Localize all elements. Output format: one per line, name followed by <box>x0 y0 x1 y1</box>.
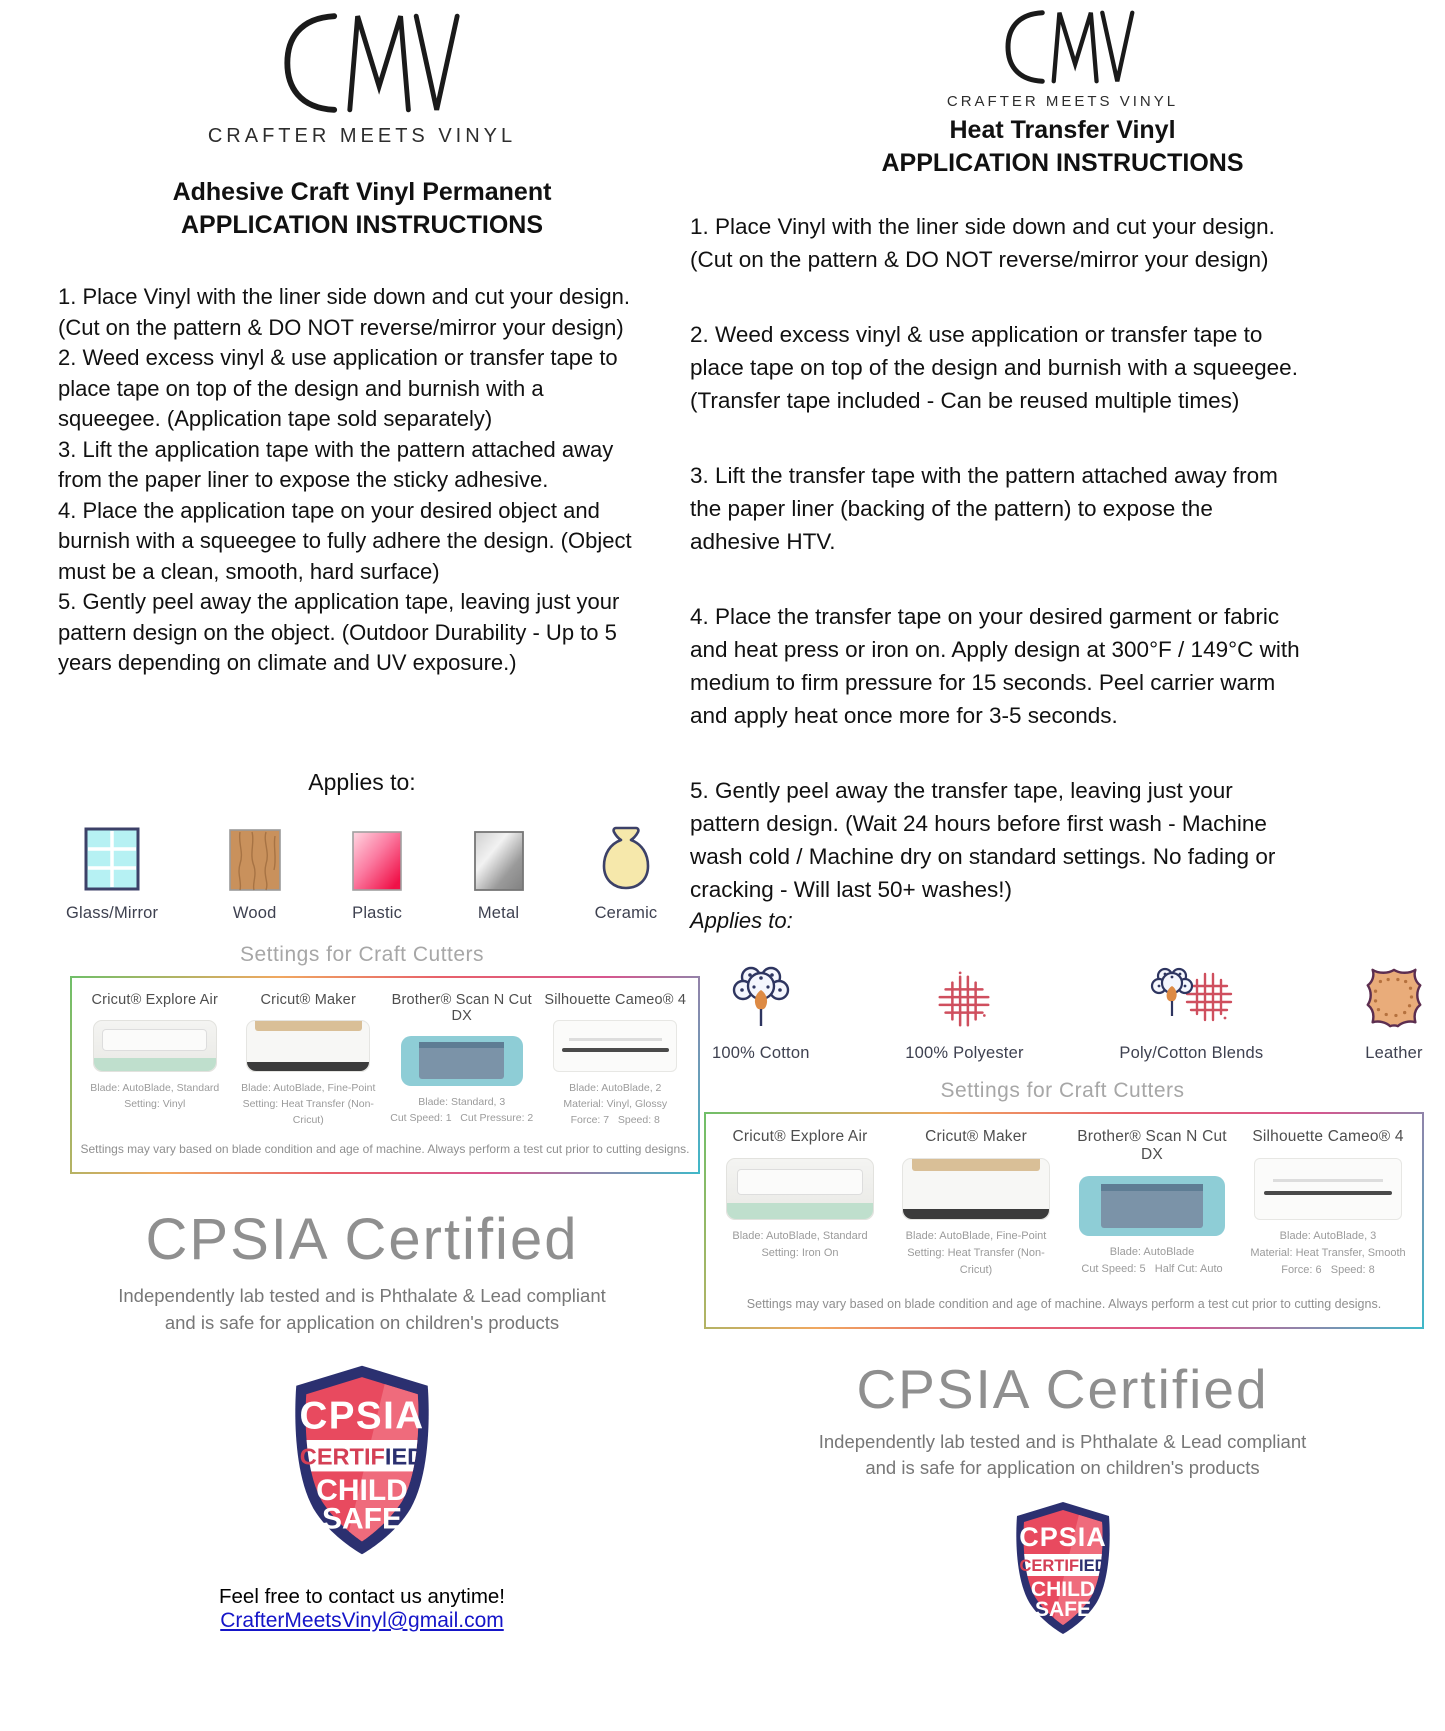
cutter-cricut-explore-air: Cricut® Explore Air Blade: AutoBlade, Standard Setting: Vinyl <box>90 991 220 1110</box>
right-settings-note: Settings may vary based on blade condition and age of machine. Always perform a test cut prior to cutting designs. <box>746 1297 1382 1312</box>
cutter-brother-scan-n-cut: Brother® Scan N Cut DX Blade: AutoBlade Cut Speed: 5 Half Cut: Auto <box>1077 1128 1227 1276</box>
material-metal: Metal <box>473 820 525 923</box>
wood-icon <box>228 820 282 892</box>
glass-mirror-icon <box>66 820 158 892</box>
logo-tagline: CRAFTER MEETS VINYL <box>946 93 1179 110</box>
cricut-maker-image <box>902 1158 1050 1220</box>
right-cpsia-badge <box>690 1498 1435 1643</box>
svg-text:CHILD: CHILD <box>1030 1577 1095 1601</box>
poly-cotton-blend-icon <box>1119 960 1263 1032</box>
left-title-line1: Adhesive Craft Vinyl Permanent <box>172 178 552 206</box>
left-title <box>58 176 666 242</box>
adhesive-vinyl-column <box>58 0 690 1633</box>
htv-column <box>690 0 1435 1643</box>
right-applies-heading: Applies to: <box>690 908 793 933</box>
right-title <box>690 114 1435 180</box>
left-settings-heading: Settings for Craft Cutters <box>239 942 485 966</box>
right-cpsia-subtext: Independently lab tested and is Phthalate & Lead compliant and is safe for application on children's products <box>818 1431 1307 1479</box>
material-ceramic: Ceramic <box>594 820 658 923</box>
cutter-silhouette-cameo: Silhouette Cameo® 4 Blade: AutoBlade, 3 Material: Heat Transfer, Smooth Force: 6 Speed: 8 <box>1250 1128 1406 1277</box>
plastic-icon <box>351 820 403 892</box>
silhouette-cameo-image <box>1254 1158 1402 1220</box>
svg-text:SAFE: SAFE <box>1034 1597 1091 1621</box>
step-5: 5. Gently peel away the application tape, leaving just your pattern design on the object. (Outdoor Durability - Up to 5 years depending on climate and UV exposure.) <box>58 589 620 675</box>
svg-text:CPSIA: CPSIA <box>299 1394 425 1438</box>
svg-text:CERTIFIED: CERTIFIED <box>299 1443 425 1470</box>
cmv-logo-icon <box>260 8 465 118</box>
svg-text:SAFE: SAFE <box>321 1502 403 1536</box>
svg-text:CHILD: CHILD <box>316 1473 408 1507</box>
step-4: 4. Place the transfer tape on your desired garment or fabric and heat press or iron on. Apply design at 300°F / 149°C with medium to firm pressure for 15 seconds. Peel carrier warm and apply heat once more for 3-5 seconds. <box>690 604 1300 728</box>
svg-text:CERTIFIED: CERTIFIED <box>1018 1556 1107 1575</box>
cpsia-shield-icon <box>1003 1498 1123 1638</box>
cutter-cricut-maker: Cricut® Maker Blade: AutoBlade, Fine-Point Setting: Heat Transfer (Non-Cricut) <box>888 1128 1064 1279</box>
right-title-line1: Heat Transfer Vinyl <box>949 116 1176 144</box>
material-plastic: Plastic <box>351 820 403 923</box>
step-1: 1. Place Vinyl with the liner side down and cut your design. (Cut on the pattern & DO NOT reverse/mirror your design) <box>690 214 1275 272</box>
right-cpsia-heading: CPSIA Certified <box>856 1358 1269 1421</box>
material-wood: Wood <box>228 820 282 923</box>
material-polyester: 100% Polyester <box>905 960 1023 1063</box>
left-title-line2: APPLICATION INSTRUCTIONS <box>180 211 544 239</box>
cutter-cricut-maker: Cricut® Maker Blade: AutoBlade, Fine-Point Setting: Heat Transfer (Non-Cricut) <box>241 991 376 1127</box>
material-leather: Leather <box>1359 960 1429 1063</box>
right-title-line2: APPLICATION INSTRUCTIONS <box>881 149 1244 177</box>
step-2: 2. Weed excess vinyl & use application or transfer tape to place tape on top of the design and burnish with a squeegee. (Application tape sold separately) <box>58 345 618 431</box>
step-5: 5. Gently peel away the transfer tape, leaving just your pattern design. (Wait 24 hours before first wash - Machine wash cold / Machine dry on standard settings. No fading or cracking - Will last 50+ washes!) <box>690 778 1276 902</box>
ceramic-vase-icon <box>594 820 658 892</box>
right-settings-heading: Settings for Craft Cutters <box>940 1079 1185 1102</box>
cricut-maker-image <box>246 1020 370 1072</box>
cutter-brother-scan-n-cut: Brother® Scan N Cut DX Blade: Standard, 3 Cut Speed: 1 Cut Pressure: 2 <box>390 991 534 1124</box>
cmv-logo <box>58 8 666 148</box>
cricut-explore-air-image <box>726 1158 874 1220</box>
metal-icon <box>473 820 525 892</box>
cutter-silhouette-cameo: Silhouette Cameo® 4 Blade: AutoBlade, 2 Material: Vinyl, Glossy Force: 7 Speed: 8 <box>544 991 687 1127</box>
logo-tagline: CRAFTER MEETS VINYL <box>207 125 517 147</box>
step-2: 2. Weed excess vinyl & use application or transfer tape to place tape on top of the design and burnish with a squeegee. (Transfer tape included - Can be reused multiple times) <box>690 322 1298 413</box>
contact-text: Feel free to contact us anytime! <box>219 1584 505 1608</box>
left-cpsia-badge <box>58 1360 666 1565</box>
brother-scan-n-cut-image <box>1079 1176 1225 1236</box>
material-glass-mirror: Glass/Mirror <box>66 820 158 923</box>
right-instructions <box>690 210 1308 906</box>
cmv-logo-right <box>690 6 1435 110</box>
cutter-cricut-explore-air: Cricut® Explore Air Blade: AutoBlade, Standard Setting: Iron On <box>712 1128 888 1279</box>
cmv-logo-icon <box>988 6 1138 88</box>
step-3: 3. Lift the transfer tape with the pattern attached away from the paper liner (backing of the pattern) to expose the adhesive HTV. <box>690 463 1278 554</box>
material-poly-cotton-blend: Poly/Cotton Blends <box>1119 960 1263 1063</box>
cotton-icon <box>712 960 810 1032</box>
step-1: 1. Place Vinyl with the liner side down and cut your design. (Cut on the pattern & DO NOT reverse/mirror your design) <box>58 284 630 340</box>
left-applies-heading: Applies to: <box>308 768 416 795</box>
contact-email-link[interactable]: CrafterMeetsVinyl@gmail.com <box>220 1608 504 1632</box>
left-cpsia-subtext: Independently lab tested and is Phthalate & Lead compliant and is safe for application on children's products <box>118 1285 606 1333</box>
silhouette-cameo-image <box>553 1020 677 1072</box>
right-materials-row <box>690 960 1435 1063</box>
leather-hide-icon <box>1359 960 1429 1032</box>
contact-block <box>58 1585 666 1633</box>
left-instructions <box>58 282 646 679</box>
cricut-explore-air-image <box>93 1020 217 1072</box>
left-materials-row <box>58 820 666 923</box>
left-cpsia-heading: CPSIA Certified <box>145 1207 579 1273</box>
step-3: 3. Lift the application tape with the pattern attached away from the paper liner to expose the sticky adhesive. <box>58 436 614 492</box>
left-settings-box <box>70 976 700 1175</box>
material-cotton: 100% Cotton <box>712 960 810 1063</box>
right-settings-box <box>704 1112 1424 1329</box>
polyester-grid-icon <box>905 960 1023 1032</box>
left-settings-note: Settings may vary based on blade condition and age of machine. Always perform a test cut prior to cutting designs. <box>80 1142 690 1157</box>
cpsia-shield-icon <box>276 1360 448 1560</box>
brother-scan-n-cut-image <box>401 1036 523 1086</box>
svg-text:CPSIA: CPSIA <box>1018 1521 1107 1552</box>
step-4: 4. Place the application tape on your desired object and burnish with a squeegee to fully adhere the design. (Object must be a clean, smooth, hard surface) <box>58 497 632 584</box>
